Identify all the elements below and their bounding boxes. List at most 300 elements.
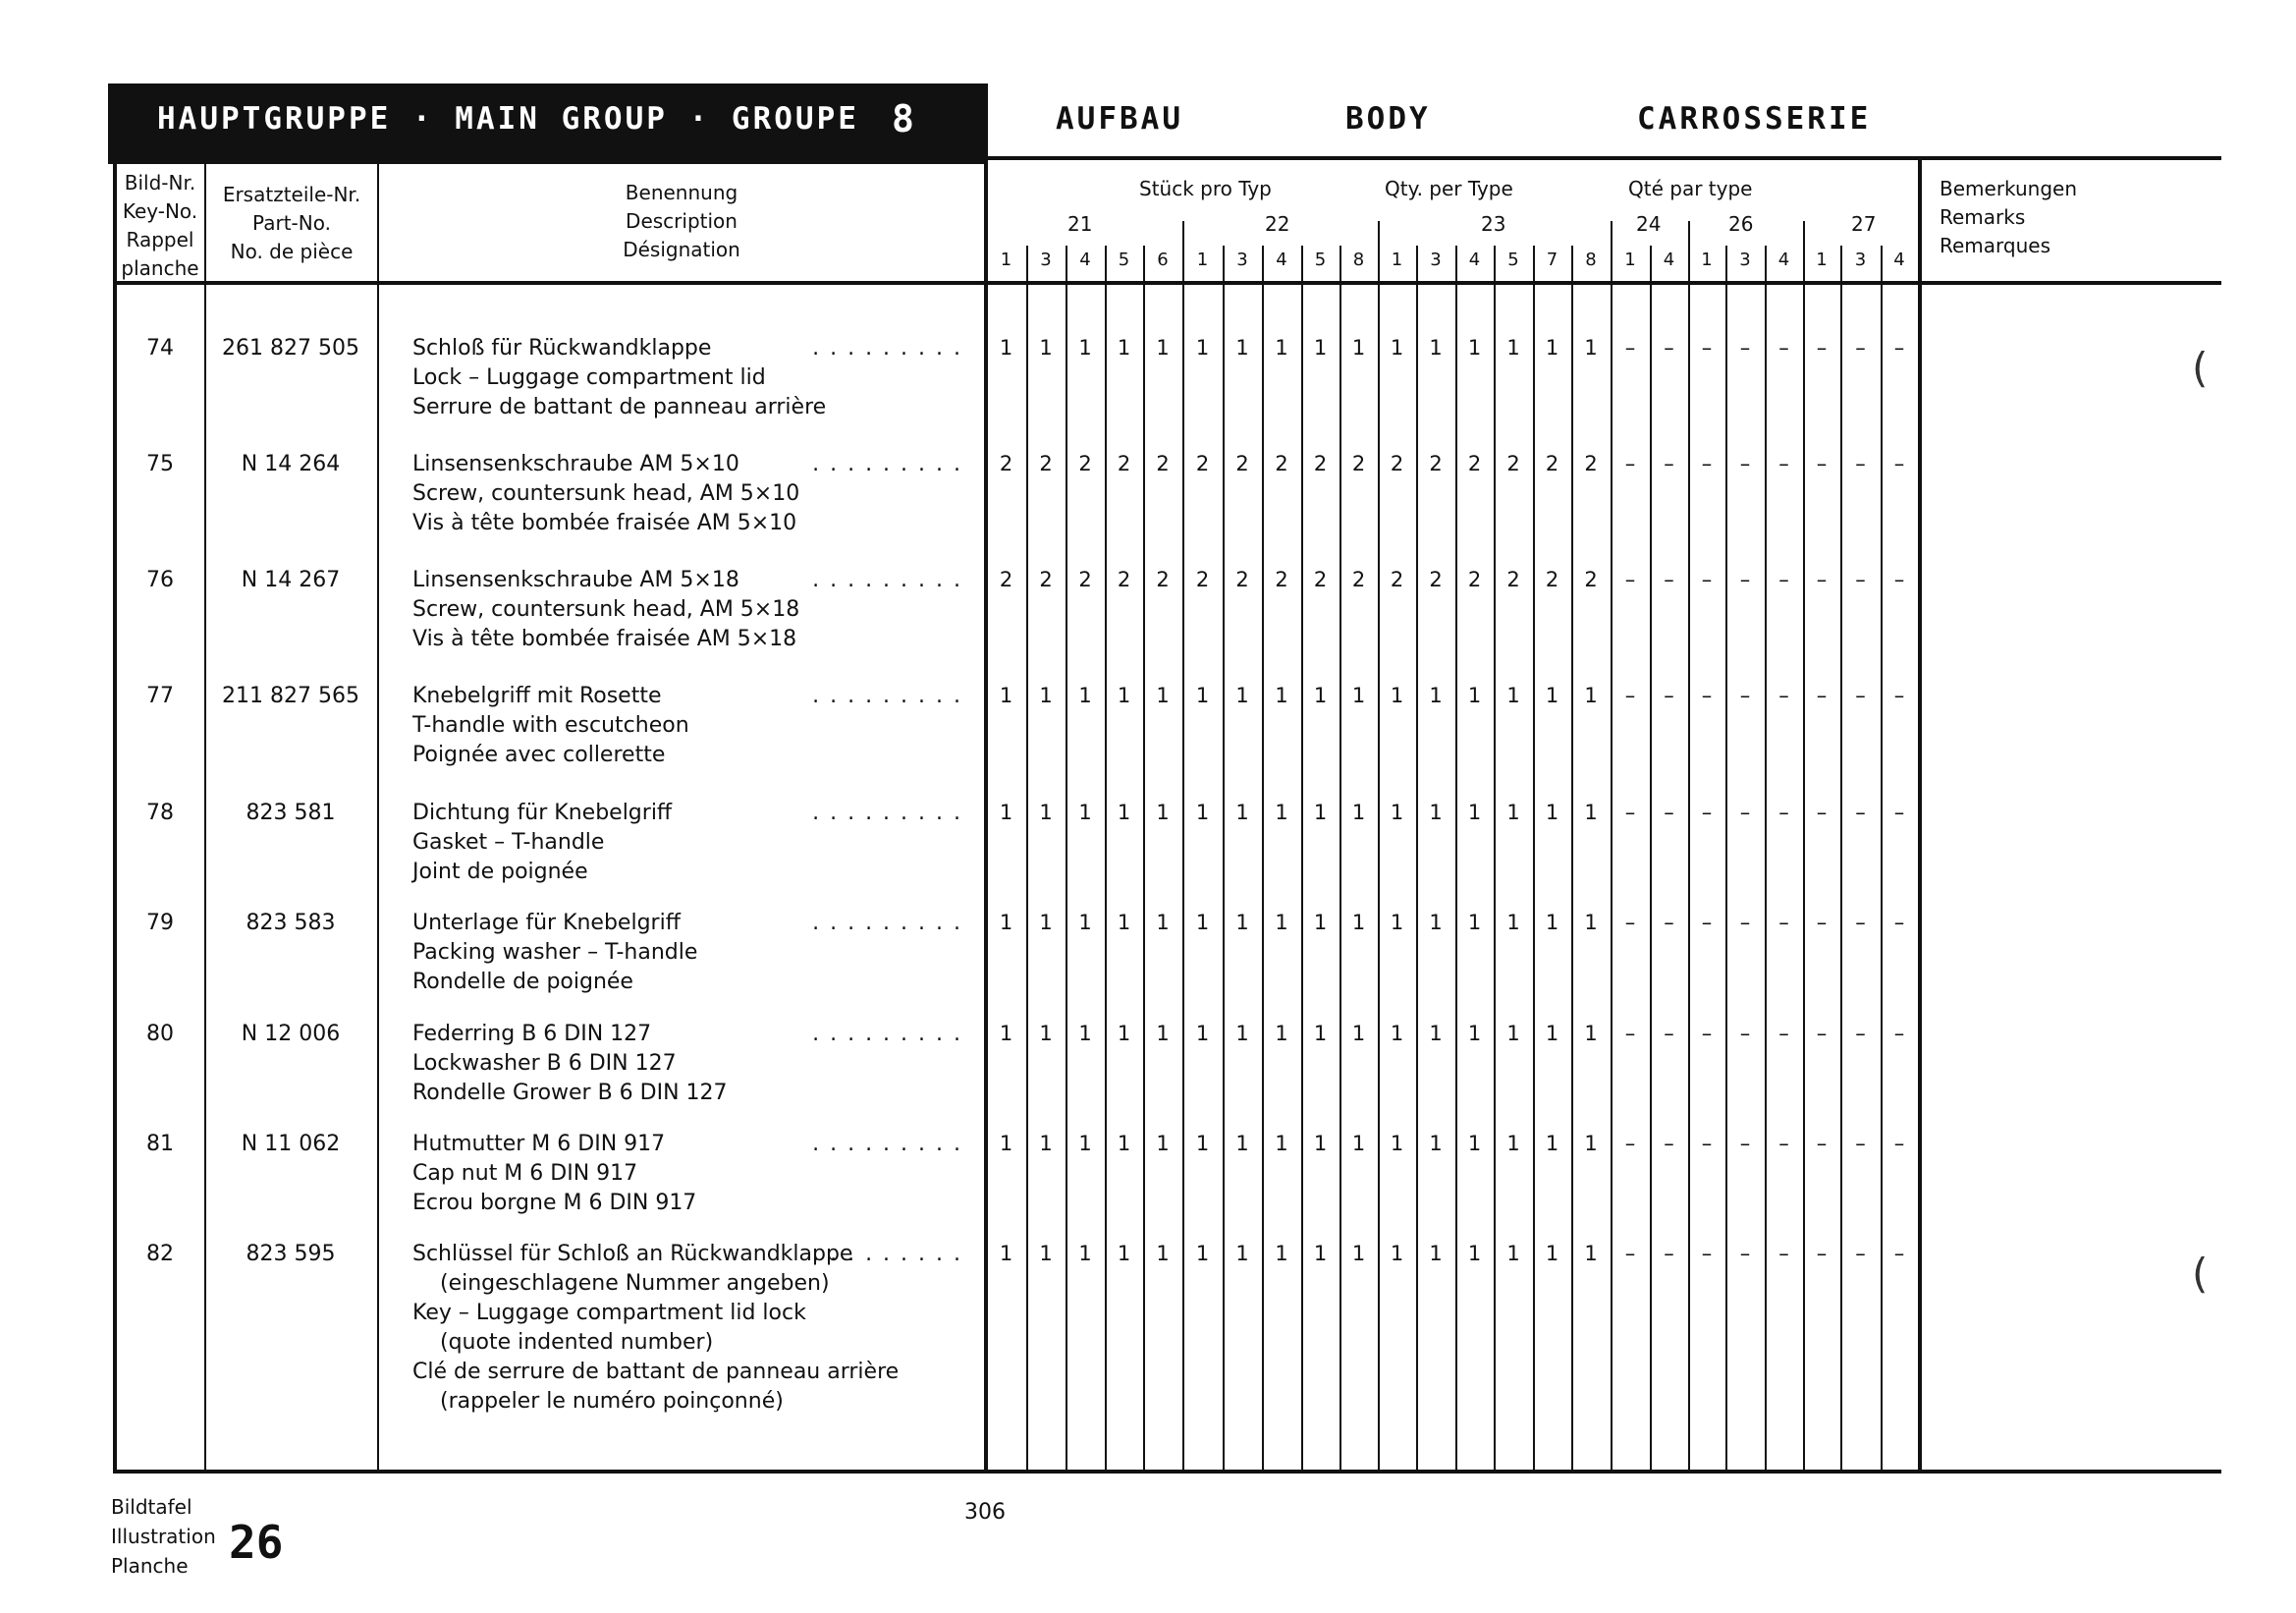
sub-column-label: 8 bbox=[1352, 250, 1365, 270]
quantity-cell: – bbox=[1739, 801, 1751, 824]
quantity-cell: 2 bbox=[1506, 452, 1520, 475]
quantity-cell: – bbox=[1778, 568, 1789, 591]
quantity-cell: 1 bbox=[1506, 684, 1520, 707]
quantity-cell: 1 bbox=[1584, 1022, 1598, 1045]
key-number: 76 bbox=[146, 568, 174, 592]
leader-dots: . . . . . . . . . bbox=[812, 1022, 962, 1046]
sub-column-label: 4 bbox=[1276, 250, 1287, 270]
quantity-cell: 1 bbox=[1156, 1242, 1170, 1265]
quantity-cell: 1 bbox=[999, 911, 1013, 934]
quantity-cell: 2 bbox=[1039, 568, 1053, 591]
quantity-cell: 1 bbox=[1195, 911, 1210, 934]
leader-dots: . . . . . . . . . bbox=[812, 568, 962, 592]
quantity-cell: 2 bbox=[1545, 568, 1559, 591]
quantity-cell: – bbox=[1816, 568, 1828, 591]
key-number: 79 bbox=[146, 911, 174, 935]
quantity-cell: – bbox=[1624, 452, 1636, 475]
quantity-cell: 1 bbox=[1235, 911, 1249, 934]
quantity-cell: 1 bbox=[1313, 801, 1328, 824]
part-desc-divider bbox=[377, 164, 379, 1474]
page-number: 306 bbox=[964, 1500, 1006, 1525]
type-group-label: 22 bbox=[1265, 212, 1290, 236]
qty-column-rule bbox=[1571, 246, 1573, 1470]
quantity-cell: – bbox=[1624, 336, 1636, 360]
quantity-cell: – bbox=[1855, 801, 1866, 824]
qty-column-rule bbox=[1725, 246, 1727, 1470]
quantity-cell: 1 bbox=[1275, 336, 1288, 360]
header-bottom-rule bbox=[113, 281, 2221, 285]
quantity-cell: – bbox=[1701, 911, 1713, 934]
quantity-cell: 1 bbox=[1351, 911, 1366, 934]
quantity-cell: – bbox=[1816, 911, 1828, 934]
quantity-cell: 2 bbox=[1156, 452, 1170, 475]
key-header-fr1: Rappel bbox=[126, 228, 194, 251]
sub-column-label: 1 bbox=[1701, 250, 1713, 270]
quantity-cell: – bbox=[1816, 452, 1828, 475]
quantity-cell: – bbox=[1778, 1242, 1789, 1265]
quantity-cell: 2 bbox=[1390, 452, 1404, 475]
quantity-cell: 1 bbox=[1467, 1132, 1482, 1155]
quantity-cell: 1 bbox=[1117, 1242, 1131, 1265]
part-description bbox=[412, 450, 962, 538]
quantity-cell: – bbox=[1893, 684, 1905, 707]
quantity-cell: 1 bbox=[1351, 1242, 1366, 1265]
quantity-cell: 1 bbox=[1545, 1132, 1559, 1155]
quantity-cell: – bbox=[1816, 1022, 1828, 1045]
quantity-cell: 1 bbox=[999, 801, 1013, 824]
part-number: N 12 006 bbox=[241, 1022, 341, 1046]
quantity-cell: 1 bbox=[1156, 684, 1170, 707]
quantity-cell: – bbox=[1778, 336, 1789, 360]
quantity-cell: 1 bbox=[1584, 336, 1598, 360]
description-line: Linsensenkschraube AM 5×18 bbox=[412, 568, 739, 592]
quantity-cell: 1 bbox=[1467, 336, 1482, 360]
quantity-cell: 1 bbox=[1195, 1022, 1210, 1045]
sub-column-label: 1 bbox=[1391, 250, 1403, 270]
quantity-cell: – bbox=[1624, 801, 1636, 824]
quantity-cell: 1 bbox=[1506, 911, 1520, 934]
quantity-cell: 1 bbox=[1390, 1022, 1404, 1045]
quantity-cell: 2 bbox=[1078, 452, 1092, 475]
quantity-cell: 2 bbox=[1429, 452, 1443, 475]
quantity-cell: 1 bbox=[1039, 1132, 1053, 1155]
quantity-cell: 1 bbox=[1390, 911, 1404, 934]
quantity-cell: – bbox=[1778, 1022, 1789, 1045]
qty-column-rule bbox=[1455, 246, 1457, 1470]
quantity-cell: – bbox=[1739, 336, 1751, 360]
quantity-cell: 1 bbox=[1429, 684, 1443, 707]
quantity-cell: 1 bbox=[1235, 1022, 1249, 1045]
quantity-cell: – bbox=[1739, 684, 1751, 707]
quantity-cell: – bbox=[1778, 911, 1789, 934]
quantity-cell: 1 bbox=[1235, 1242, 1249, 1265]
description-line: Ecrou borgne M 6 DIN 917 bbox=[412, 1191, 697, 1215]
sub-column-label: 1 bbox=[1196, 250, 1209, 270]
quantity-cell: 1 bbox=[1429, 911, 1443, 934]
quantity-cell: – bbox=[1664, 336, 1674, 360]
quantity-cell: – bbox=[1855, 336, 1866, 360]
key-number: 78 bbox=[146, 801, 174, 825]
quantity-cell: 1 bbox=[1506, 336, 1520, 360]
quantity-cell: 1 bbox=[1390, 1132, 1404, 1155]
quantity-cell: 1 bbox=[1584, 911, 1598, 934]
sub-column-label: 1 bbox=[1624, 250, 1636, 270]
part-number: 261 827 505 bbox=[222, 336, 359, 361]
quantity-cell: 2 bbox=[1117, 452, 1131, 475]
part-description bbox=[412, 1240, 962, 1417]
illustration-label bbox=[111, 1492, 216, 1581]
remarks-header bbox=[1940, 175, 2077, 260]
key-header-fr2: planche bbox=[121, 256, 199, 280]
quantity-cell: 1 bbox=[1235, 684, 1249, 707]
quantity-cell: 1 bbox=[1313, 336, 1328, 360]
remarks-header-en: Remarks bbox=[1940, 205, 2026, 229]
quantity-cell: 1 bbox=[1467, 684, 1482, 707]
quantity-cell: – bbox=[1778, 684, 1789, 707]
part-number: 823 595 bbox=[246, 1242, 336, 1266]
quantity-cell: 2 bbox=[1039, 452, 1053, 475]
key-number: 75 bbox=[146, 452, 174, 476]
qty-column-rule bbox=[1066, 246, 1067, 1470]
description-line: Joint de poignée bbox=[412, 860, 588, 884]
sub-column-label: 3 bbox=[1739, 250, 1751, 270]
quantity-cell: 1 bbox=[999, 1022, 1013, 1045]
remarks-header-fr: Remarques bbox=[1940, 234, 2051, 257]
leader-dots: . . . . . . . . . bbox=[812, 801, 962, 825]
quantity-cell: 1 bbox=[1117, 911, 1131, 934]
sub-column-label: 5 bbox=[1118, 250, 1130, 270]
quantity-cell: 2 bbox=[1156, 568, 1170, 591]
quantity-cell: – bbox=[1816, 684, 1828, 707]
part-description bbox=[412, 1020, 962, 1108]
quantity-cell: 1 bbox=[1039, 1242, 1053, 1265]
quantity-cell: – bbox=[1664, 1242, 1674, 1265]
quantity-cell: 1 bbox=[1039, 336, 1053, 360]
quantity-cell: 2 bbox=[1078, 568, 1092, 591]
qty-column-rule bbox=[1803, 221, 1805, 1470]
sub-column-label: 1 bbox=[1816, 250, 1828, 270]
illustration-label-de: Bildtafel bbox=[111, 1495, 192, 1519]
sub-column-label: 3 bbox=[1854, 250, 1867, 270]
quantity-cell: 1 bbox=[1156, 801, 1170, 824]
description-line: Key – Luggage compartment lid lock bbox=[412, 1301, 806, 1325]
quantity-cell: 1 bbox=[1039, 1022, 1053, 1045]
description-line: Serrure de battant de panneau arrière bbox=[412, 395, 827, 419]
quantity-cell: 1 bbox=[999, 1132, 1013, 1155]
quantity-cell: 2 bbox=[1390, 568, 1404, 591]
description-line: Hutmutter M 6 DIN 917 bbox=[412, 1132, 666, 1156]
quantity-cell: 1 bbox=[1039, 911, 1053, 934]
description-line: Screw, countersunk head, AM 5×10 bbox=[412, 481, 800, 506]
description-header bbox=[379, 179, 984, 264]
description-line: Rondelle de poignée bbox=[412, 970, 633, 994]
part-header-de: Ersatzteile-Nr. bbox=[222, 183, 361, 206]
quantity-cell: 1 bbox=[1584, 801, 1598, 824]
quantity-cell: 1 bbox=[999, 684, 1013, 707]
part-header bbox=[206, 181, 377, 266]
quantity-cell: 1 bbox=[1235, 336, 1249, 360]
description-line: Gasket – T-handle bbox=[412, 830, 605, 855]
key-number: 82 bbox=[146, 1242, 174, 1266]
quantity-cell: 2 bbox=[1275, 568, 1288, 591]
description-line: Dichtung für Knebelgriff bbox=[412, 801, 673, 825]
quantity-cell: 1 bbox=[1078, 911, 1092, 934]
section-title-en: BODY bbox=[1345, 101, 1431, 137]
quantity-cell: 1 bbox=[1429, 1242, 1443, 1265]
description-line: T-handle with escutcheon bbox=[412, 713, 689, 738]
sub-column-label: 4 bbox=[1468, 250, 1481, 270]
quantity-cell: – bbox=[1624, 1022, 1636, 1045]
type-group-label: 23 bbox=[1481, 212, 1506, 236]
quantity-cell: – bbox=[1855, 452, 1866, 475]
quantity-cell: – bbox=[1624, 911, 1636, 934]
description-line: (rappeler le numéro poinçonné) bbox=[440, 1389, 784, 1414]
type-group-label: 21 bbox=[1067, 212, 1093, 236]
qty-column-rule bbox=[1765, 246, 1767, 1470]
section-title-de: AUFBAU bbox=[1056, 101, 1183, 137]
description-line: Vis à tête bombée fraisée AM 5×10 bbox=[412, 511, 797, 535]
type-group-label: 26 bbox=[1728, 212, 1754, 236]
qty-column-rule bbox=[1026, 246, 1028, 1470]
quantity-cell: – bbox=[1739, 1242, 1751, 1265]
quantity-cell: – bbox=[1893, 1132, 1905, 1155]
quantity-cell: – bbox=[1855, 1022, 1866, 1045]
description-header-en: Description bbox=[626, 209, 738, 233]
quantity-cell: 2 bbox=[999, 568, 1013, 591]
quantity-cell: 1 bbox=[1275, 1132, 1288, 1155]
quantity-cell: – bbox=[1893, 801, 1905, 824]
quantity-cell: 1 bbox=[1275, 684, 1288, 707]
leader-dots: . . . . . . . . . bbox=[812, 911, 962, 935]
quantity-cell: 2 bbox=[1351, 568, 1366, 591]
quantity-cell: – bbox=[1893, 1242, 1905, 1265]
type-group-label: 27 bbox=[1851, 212, 1877, 236]
quantity-cell: – bbox=[1816, 1132, 1828, 1155]
quantity-cell: 2 bbox=[1467, 568, 1482, 591]
key-number: 74 bbox=[146, 336, 174, 361]
qty-column-rule bbox=[1339, 246, 1341, 1470]
quantity-cell: – bbox=[1664, 568, 1674, 591]
quantity-cell: 1 bbox=[1275, 1022, 1288, 1045]
quantity-cell: 1 bbox=[1235, 801, 1249, 824]
qty-column-rule bbox=[1650, 246, 1652, 1470]
part-description bbox=[412, 799, 962, 887]
group-number: 8 bbox=[892, 97, 917, 140]
quantity-cell: 1 bbox=[1467, 801, 1482, 824]
quantity-cell: 1 bbox=[1429, 801, 1443, 824]
quantity-cell: 1 bbox=[1117, 801, 1131, 824]
part-number: N 14 267 bbox=[241, 568, 341, 592]
quantity-cell: – bbox=[1701, 568, 1713, 591]
qty-column-rule bbox=[1262, 246, 1264, 1470]
quantity-cell: – bbox=[1701, 452, 1713, 475]
main-group-label: HAUPTGRUPPE · MAIN GROUP · GROUPE bbox=[157, 101, 859, 137]
sub-column-label: 3 bbox=[1236, 250, 1248, 270]
quantity-cell: 1 bbox=[1351, 684, 1366, 707]
quantity-cell: 2 bbox=[1235, 452, 1249, 475]
sub-column-label: 6 bbox=[1157, 250, 1169, 270]
quantity-cell: 1 bbox=[1506, 1242, 1520, 1265]
leader-dots: . . . . . . . . . bbox=[812, 452, 962, 476]
description-line: Schloß für Rückwandklappe bbox=[412, 336, 712, 361]
quantity-cell: – bbox=[1664, 801, 1674, 824]
quantity-cell: 2 bbox=[1429, 568, 1443, 591]
quantity-cell: – bbox=[1701, 801, 1713, 824]
quantity-cell: – bbox=[1816, 1242, 1828, 1265]
quantity-cell: – bbox=[1701, 1242, 1713, 1265]
part-description bbox=[412, 566, 962, 654]
quantity-cell: – bbox=[1739, 911, 1751, 934]
quantity-cell: 1 bbox=[1390, 1242, 1404, 1265]
leader-dots: . . . . . . . . . bbox=[812, 336, 962, 361]
section-title-fr: CARROSSERIE bbox=[1637, 101, 1872, 137]
quantity-cell: 2 bbox=[1584, 452, 1598, 475]
quantity-cell: 1 bbox=[1156, 911, 1170, 934]
quantity-cell: 1 bbox=[1275, 801, 1288, 824]
description-line: Schlüssel für Schloß an Rückwandklappe bbox=[412, 1242, 853, 1266]
quantity-cell: – bbox=[1855, 568, 1866, 591]
quantity-cell: – bbox=[1893, 568, 1905, 591]
sub-column-label: 8 bbox=[1585, 250, 1597, 270]
quantity-cell: 1 bbox=[1235, 1132, 1249, 1155]
type-group-label: 24 bbox=[1636, 212, 1662, 236]
leader-dots: . . . . . . . . . bbox=[812, 1132, 962, 1156]
qty-remarks-divider bbox=[1918, 156, 1922, 1474]
quantity-cell: – bbox=[1701, 336, 1713, 360]
sub-column-label: 7 bbox=[1546, 250, 1558, 270]
quantity-cell: 1 bbox=[1429, 1132, 1443, 1155]
quantity-cell: 2 bbox=[1351, 452, 1366, 475]
quantity-cell: 1 bbox=[1117, 336, 1131, 360]
quantity-cell: 1 bbox=[1506, 1022, 1520, 1045]
quantity-cell: 1 bbox=[1117, 684, 1131, 707]
part-header-en: Part-No. bbox=[252, 211, 331, 235]
quantity-cell: 1 bbox=[1545, 911, 1559, 934]
quantity-cell: 1 bbox=[1545, 801, 1559, 824]
quantity-cell: 1 bbox=[999, 1242, 1013, 1265]
quantity-cell: 1 bbox=[1156, 1132, 1170, 1155]
description-line: Vis à tête bombée fraisée AM 5×18 bbox=[412, 627, 797, 651]
quantity-cell: – bbox=[1816, 801, 1828, 824]
description-line: Poignée avec collerette bbox=[412, 743, 666, 767]
quantity-cell: – bbox=[1816, 336, 1828, 360]
quantity-cell: – bbox=[1624, 568, 1636, 591]
quantity-cell: – bbox=[1701, 1132, 1713, 1155]
key-header-en: Key-No. bbox=[122, 199, 198, 223]
quantity-cell: 2 bbox=[1195, 568, 1210, 591]
qty-column-rule bbox=[1182, 221, 1184, 1470]
quantity-cell: – bbox=[1664, 911, 1674, 934]
quantity-cell: 1 bbox=[1390, 684, 1404, 707]
quantity-cell: 1 bbox=[1195, 1242, 1210, 1265]
quantity-cell: 2 bbox=[1313, 452, 1328, 475]
part-description bbox=[412, 909, 962, 997]
quantity-cell: 1 bbox=[1078, 1242, 1092, 1265]
quantity-cell: 2 bbox=[1235, 568, 1249, 591]
quantity-cell: 2 bbox=[999, 452, 1013, 475]
qty-column-rule bbox=[1688, 221, 1690, 1470]
qty-column-rule bbox=[1494, 246, 1496, 1470]
description-line: Linsensenkschraube AM 5×10 bbox=[412, 452, 739, 476]
quantity-cell: 1 bbox=[1545, 1242, 1559, 1265]
qty-column-rule bbox=[1416, 246, 1418, 1470]
quantity-cell: 1 bbox=[1078, 684, 1092, 707]
quantity-cell: 1 bbox=[1195, 684, 1210, 707]
plate-number: 26 bbox=[229, 1516, 284, 1569]
quantity-cell: – bbox=[1624, 1242, 1636, 1265]
illustration-label-fr: Planche bbox=[111, 1554, 189, 1578]
quantity-cell: 1 bbox=[1351, 801, 1366, 824]
description-line: Packing washer – T-handle bbox=[412, 940, 698, 965]
quantity-cell: – bbox=[1624, 1132, 1636, 1155]
quantity-cell: 1 bbox=[1584, 1242, 1598, 1265]
quantity-cell: 1 bbox=[1584, 1132, 1598, 1155]
part-number: N 14 264 bbox=[241, 452, 341, 476]
description-line: (quote indented number) bbox=[440, 1330, 714, 1355]
quantity-cell: 1 bbox=[1195, 1132, 1210, 1155]
quantity-cell: 1 bbox=[1117, 1132, 1131, 1155]
quantity-cell: – bbox=[1701, 684, 1713, 707]
quantity-cell: 1 bbox=[1313, 1242, 1328, 1265]
quantity-cell: 1 bbox=[1195, 801, 1210, 824]
remark-mark: ( bbox=[2192, 344, 2209, 392]
quantity-cell: – bbox=[1739, 452, 1751, 475]
sub-column-label: 4 bbox=[1079, 250, 1091, 270]
quantity-cell: 2 bbox=[1545, 452, 1559, 475]
quantity-cell: 1 bbox=[1195, 336, 1210, 360]
quantity-cell: – bbox=[1778, 1132, 1789, 1155]
description-line: Screw, countersunk head, AM 5×18 bbox=[412, 597, 800, 622]
quantity-cell: 1 bbox=[1078, 801, 1092, 824]
qty-column-rule bbox=[1881, 246, 1883, 1470]
quantity-cell: 1 bbox=[1117, 1022, 1131, 1045]
quantity-cell: – bbox=[1893, 452, 1905, 475]
qty-column-rule bbox=[1840, 246, 1842, 1470]
quantity-cell: – bbox=[1855, 684, 1866, 707]
quantity-cell: – bbox=[1739, 1132, 1751, 1155]
quantity-cell: 1 bbox=[1351, 336, 1366, 360]
description-header-de: Benennung bbox=[625, 181, 738, 204]
quantity-cell: 1 bbox=[1429, 336, 1443, 360]
quantity-cell: 2 bbox=[1506, 568, 1520, 591]
quantity-cell: 1 bbox=[1467, 911, 1482, 934]
quantity-cell: 2 bbox=[1467, 452, 1482, 475]
sub-column-label: 4 bbox=[1663, 250, 1675, 270]
quantity-cell: 1 bbox=[1545, 336, 1559, 360]
quantity-cell: 2 bbox=[1117, 568, 1131, 591]
quantity-cell: – bbox=[1739, 1022, 1751, 1045]
header-top-rule bbox=[986, 156, 2221, 160]
description-line: Unterlage für Knebelgriff bbox=[412, 911, 681, 935]
part-header-fr: No. de pièce bbox=[230, 240, 354, 263]
qty-column-rule bbox=[1378, 221, 1380, 1470]
quantity-cell: 1 bbox=[1275, 911, 1288, 934]
quantity-cell: 1 bbox=[999, 336, 1013, 360]
leader-dots: . . . . . . . . . bbox=[812, 1242, 962, 1266]
quantity-cell: – bbox=[1701, 1022, 1713, 1045]
part-number: 211 827 565 bbox=[222, 684, 359, 708]
quantity-cell: 1 bbox=[1313, 1022, 1328, 1045]
part-description bbox=[412, 1130, 962, 1218]
quantity-cell: 1 bbox=[1313, 911, 1328, 934]
remark-mark: ( bbox=[2192, 1250, 2209, 1298]
quantity-cell: 1 bbox=[1545, 684, 1559, 707]
description-header-fr: Désignation bbox=[623, 238, 740, 261]
key-number: 81 bbox=[146, 1132, 174, 1156]
quantity-cell: 2 bbox=[1195, 452, 1210, 475]
quantity-cell: 2 bbox=[1275, 452, 1288, 475]
sub-column-label: 5 bbox=[1507, 250, 1519, 270]
